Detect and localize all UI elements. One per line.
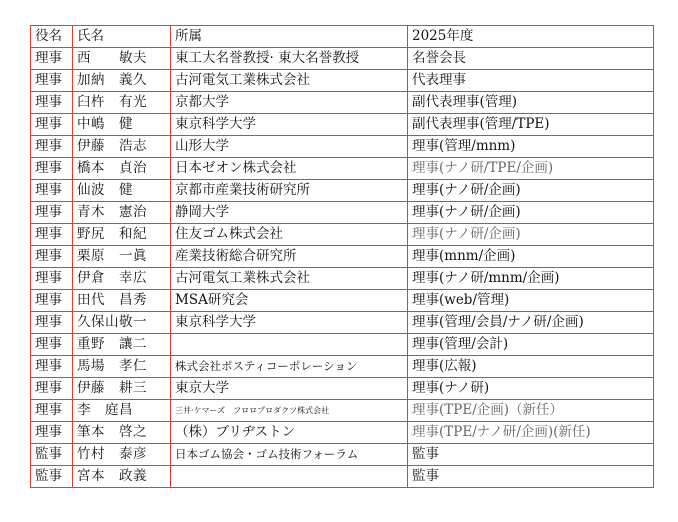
cell-role: 理事 (31, 180, 73, 202)
table-row (31, 114, 654, 136)
cell-role: 理事 (31, 422, 73, 444)
cell-role: 理事 (31, 158, 73, 180)
table-row (31, 466, 654, 488)
cell-duty: 理事(ナノ研/企画) (408, 224, 654, 246)
cell-role: 理事 (31, 378, 73, 400)
cell-role: 理事 (31, 268, 73, 290)
cell-role: 理事 (31, 92, 73, 114)
cell-name: 西 敏夫 (73, 48, 171, 70)
header-role: 役名 (31, 26, 73, 48)
table-row (31, 246, 654, 268)
table-row (31, 312, 654, 334)
header-year-duty: 2025年度 (408, 26, 654, 48)
cell-duty: 名誉会長 (408, 48, 654, 70)
cell-name: 伊藤 浩志 (73, 136, 171, 158)
cell-duty: 監事 (408, 466, 654, 488)
table-row (31, 48, 654, 70)
table-row (31, 422, 654, 444)
cell-affiliation: 山形大学 (171, 136, 408, 158)
cell-affiliation: 静岡大学 (171, 202, 408, 224)
cell-role: 理事 (31, 70, 73, 92)
cell-role: 監事 (31, 466, 73, 488)
table-row (31, 290, 654, 312)
table-row (31, 202, 654, 224)
table-row (31, 268, 654, 290)
cell-role: 理事 (31, 202, 73, 224)
table-row (31, 378, 654, 400)
header-name: 氏名 (73, 26, 171, 48)
cell-affiliation: 産業技術総合研究所 (171, 246, 408, 268)
cell-name: 臼杵 有光 (73, 92, 171, 114)
cell-duty: 理事(TPE/企画)（新任） (408, 400, 654, 422)
cell-duty: 理事(広報) (408, 356, 654, 378)
cell-name: 野尻 和紀 (73, 224, 171, 246)
cell-affiliation (171, 334, 408, 356)
cell-affiliation: 東京大学 (171, 378, 408, 400)
cell-role: 理事 (31, 312, 73, 334)
cell-role: 理事 (31, 136, 73, 158)
table-row (31, 158, 654, 180)
cell-duty: 理事(mnm/企画) (408, 246, 654, 268)
cell-duty: 理事(管理/会計) (408, 334, 654, 356)
table-row (31, 180, 654, 202)
cell-duty: 副代表理事(管理/TPE) (408, 114, 654, 136)
cell-affiliation: 東工大名誉教授· 東大名誉教授 (171, 48, 408, 70)
table-row (31, 224, 654, 246)
table-row (31, 356, 654, 378)
cell-role: 理事 (31, 290, 73, 312)
cell-affiliation: MSA研究会 (171, 290, 408, 312)
cell-name: 橋本 貞治 (73, 158, 171, 180)
cell-role: 監事 (31, 444, 73, 466)
cell-affiliation: 古河電気工業株式会社 (171, 70, 408, 92)
cell-name: 栗原 一眞 (73, 246, 171, 268)
cell-duty: 理事(web/管理) (408, 290, 654, 312)
cell-affiliation: 京都市産業技術研究所 (171, 180, 408, 202)
table-row (31, 70, 654, 92)
table-row (31, 400, 654, 422)
header-affiliation: 所属 (171, 26, 408, 48)
cell-name: 加納 義久 (73, 70, 171, 92)
table-row (31, 444, 654, 466)
table-row (31, 334, 654, 356)
table-row (31, 92, 654, 114)
officers-table-body (31, 26, 654, 488)
cell-duty: 理事(ナノ研/TPE/企画) (408, 158, 654, 180)
cell-affiliation: （株）ブリヂストン (171, 422, 408, 444)
cell-duty: 理事(ナノ研) (408, 378, 654, 400)
cell-name: 李 庭昌 (73, 400, 171, 422)
cell-name: 重野 讓二 (73, 334, 171, 356)
cell-role: 理事 (31, 48, 73, 70)
cell-role: 理事 (31, 224, 73, 246)
cell-name: 竹村 泰彦 (73, 444, 171, 466)
cell-duty: 理事(ナノ研/企画) (408, 202, 654, 224)
cell-duty: 理事(ナノ研/mnm/企画) (408, 268, 654, 290)
cell-name: 伊藤 耕三 (73, 378, 171, 400)
cell-name: 久保山敬一 (73, 312, 171, 334)
cell-duty: 代表理事 (408, 70, 654, 92)
cell-duty: 副代表理事(管理) (408, 92, 654, 114)
cell-affiliation (171, 466, 408, 488)
cell-name: 筆本 啓之 (73, 422, 171, 444)
cell-affiliation: 日本ゼオン株式会社 (171, 158, 408, 180)
cell-name: 伊倉 幸広 (73, 268, 171, 290)
cell-affiliation: 東京科学大学 (171, 312, 408, 334)
cell-affiliation: 三井·ケマーズ フロロプロダクツ株式会社 (171, 400, 408, 422)
cell-name: 田代 昌秀 (73, 290, 171, 312)
cell-role: 理事 (31, 334, 73, 356)
cell-role: 理事 (31, 400, 73, 422)
cell-name: 馬場 孝仁 (73, 356, 171, 378)
cell-affiliation: 東京科学大学 (171, 114, 408, 136)
cell-affiliation: 古河電気工業株式会社 (171, 268, 408, 290)
cell-duty: 理事(ナノ研/企画) (408, 180, 654, 202)
cell-name: 青木 憲治 (73, 202, 171, 224)
cell-duty: 理事(管理/mnm) (408, 136, 654, 158)
cell-role: 理事 (31, 246, 73, 268)
cell-role: 理事 (31, 114, 73, 136)
cell-affiliation: 住友ゴム株式会社 (171, 224, 408, 246)
cell-affiliation: 日本ゴム協会・ゴム技術フォーラム (171, 444, 408, 466)
cell-name: 宮本 政義 (73, 466, 171, 488)
officers-table (30, 25, 654, 488)
cell-role: 理事 (31, 356, 73, 378)
cell-duty: 理事(管理/会員/ナノ研/企画) (408, 312, 654, 334)
cell-duty: 監事 (408, 444, 654, 466)
cell-name: 中嶋 健 (73, 114, 171, 136)
header-row (31, 26, 654, 48)
cell-affiliation: 株式会社ポスティコーポレーション (171, 356, 408, 378)
cell-duty: 理事(TPE/ナノ研/企画)(新任) (408, 422, 654, 444)
table-row (31, 136, 654, 158)
cell-affiliation: 京都大学 (171, 92, 408, 114)
cell-name: 仙波 健 (73, 180, 171, 202)
